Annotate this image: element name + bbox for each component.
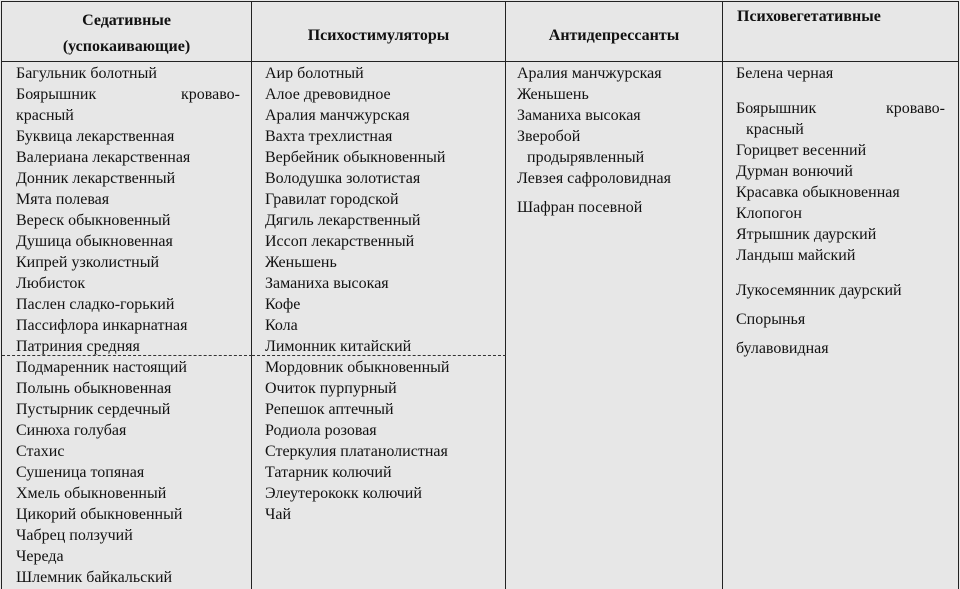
list-item: Пассифлора инкарнатная [16, 317, 188, 334]
list-item: Гравилат городской [265, 191, 399, 208]
list-item: Элеутерококк колючий [265, 485, 422, 502]
list-item: Вахта трехлистная [265, 128, 393, 145]
list-item: Белена черная [736, 65, 834, 82]
column-divider [722, 2, 723, 589]
list-item-part: Боярышник [736, 100, 817, 117]
list-item: Клопогон [736, 205, 802, 222]
list-item: Валериана лекарственная [16, 149, 191, 166]
list-item: Дягиль лекарственный [265, 212, 421, 229]
list-item: Череда [16, 548, 64, 565]
list-item: Чай [265, 506, 292, 523]
list-item: Шлемник байкальский [16, 569, 173, 586]
header-sedative [2, 2, 251, 62]
list-item: Синюха голубая [16, 422, 127, 439]
list-item-part: кроваво- [181, 86, 240, 103]
list-item: Кофе [265, 296, 301, 313]
header-psychostim-label: Психостимуляторы [307, 27, 450, 44]
list-item: Дурман вонючий [736, 163, 853, 180]
list-item: Мята полевая [16, 191, 110, 208]
list-item: Сушеница топяная [16, 464, 145, 481]
list-item: продырявленный [527, 149, 645, 166]
list-item: Шафран посевной [517, 199, 643, 216]
list-item: Заманиха высокая [517, 107, 641, 124]
list-item: красный [16, 107, 74, 124]
list-item: Красавка обыкновенная [736, 184, 900, 201]
list-item: Ландыш майский [736, 247, 856, 264]
list-item [736, 98, 945, 119]
list-item: Багульник болотный [16, 65, 157, 82]
list-item: Хмель обыкновенный [16, 485, 167, 502]
header-psychoveg-label: Психовегетативные [737, 8, 881, 25]
list-item: Иссоп лекарственный [265, 233, 415, 250]
list-item: Левзея сафроловидная [517, 170, 671, 187]
list-item: Душица обыкновенная [16, 233, 173, 250]
column-divider [251, 2, 252, 589]
list-item: Донник лекарственный [16, 170, 176, 187]
list-item: Аралия манчжурская [265, 107, 410, 124]
list-item: Подмаренник настоящий [16, 359, 187, 376]
sedative-list [16, 63, 240, 588]
list-item: Очиток пурпурный [265, 380, 397, 397]
list-item: Стахис [16, 443, 65, 460]
list-item: Патриния средняя [16, 338, 140, 355]
list-item: Мордовник обыкновенный [265, 359, 450, 376]
list-item: Цикорий обыкновенный [16, 506, 183, 523]
psychovegetative-list [736, 63, 945, 359]
list-item: булавовидная [736, 340, 829, 357]
list-item: Кола [265, 317, 298, 334]
list-item: Кипрей узколистный [16, 254, 160, 271]
header-psychostimulants [252, 2, 505, 62]
header-sedative-line2: (успокаивающие) [62, 38, 191, 55]
list-item: Аралия манчжурская [517, 65, 662, 82]
list-item: красный [746, 121, 804, 138]
list-item: Зверобой [517, 128, 581, 145]
list-item: Ятрышник даурский [736, 226, 877, 243]
list-item: Женьшень [517, 86, 589, 103]
header-psychovegetative [723, 2, 959, 62]
psychostimulants-list [265, 63, 501, 525]
list-item: Паслен сладко-горький [16, 296, 175, 313]
list-item-part: кроваво- [886, 100, 945, 117]
list-item: Алое древовидное [265, 86, 391, 103]
list-item: Полынь обыкновенная [16, 380, 172, 397]
list-item: Стеркулия платанолистная [265, 443, 448, 460]
list-item: Родиола розовая [265, 422, 377, 439]
list-item: Заманиха высокая [265, 275, 389, 292]
list-item: Любисток [16, 275, 86, 292]
header-sedative-line1: Седативные [82, 12, 171, 29]
list-item: Аир болотный [265, 65, 364, 82]
column-divider [505, 2, 506, 589]
header-antidepressants [506, 2, 722, 62]
list-item: Буквица лекарственная [16, 128, 175, 145]
list-item: Татарник колючий [265, 464, 392, 481]
list-item: Володушка золотистая [265, 170, 421, 187]
list-item: Лукосемянник даурский [736, 282, 902, 299]
plants-table [1, 1, 959, 589]
list-item [16, 84, 240, 105]
list-item: Вербейник обыкновенный [265, 149, 446, 166]
list-item: Лимонник китайский [265, 338, 412, 355]
list-item: Чабрец ползучий [16, 527, 133, 544]
header-antidep-label: Антидепрессанты [548, 27, 680, 44]
list-item: Пустырник сердечный [16, 401, 171, 418]
list-item: Женьшень [265, 254, 337, 271]
list-item-part: Боярышник [16, 86, 97, 103]
antidepressants-list [517, 63, 717, 218]
list-item: Спорынья [736, 311, 806, 328]
list-item: Репешок аптечный [265, 401, 394, 418]
list-item: Вереск обыкновенный [16, 212, 171, 229]
list-item: Горицвет весенний [736, 142, 867, 159]
